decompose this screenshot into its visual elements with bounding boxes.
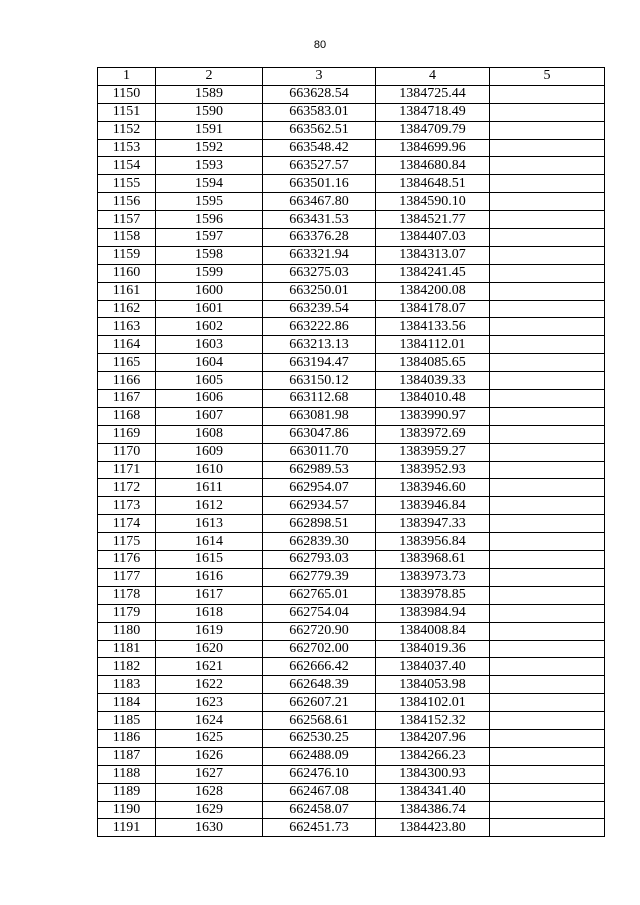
table-cell: 1597 xyxy=(156,229,263,247)
table-cell: 1605 xyxy=(156,372,263,390)
table-cell: 663194.47 xyxy=(263,354,376,372)
table-cell: 1384200.08 xyxy=(376,282,490,300)
table-cell: 1168 xyxy=(98,407,156,425)
table-cell: 1594 xyxy=(156,175,263,193)
table-row xyxy=(98,282,605,300)
table-cell: 662467.08 xyxy=(263,783,376,801)
table-cell: 1190 xyxy=(98,801,156,819)
table-row xyxy=(98,604,605,622)
table-row xyxy=(98,264,605,282)
table-cell: 1162 xyxy=(98,300,156,318)
table-cell: 1183 xyxy=(98,676,156,694)
table-cell: 1613 xyxy=(156,515,263,533)
table-cell: 1191 xyxy=(98,819,156,837)
table-row xyxy=(98,819,605,837)
column-header: 3 xyxy=(263,68,376,86)
table-cell xyxy=(490,246,605,264)
table-cell: 662451.73 xyxy=(263,819,376,837)
table-cell: 1189 xyxy=(98,783,156,801)
table-cell: 1384590.10 xyxy=(376,193,490,211)
table-cell: 1167 xyxy=(98,390,156,408)
table-row xyxy=(98,747,605,765)
table-row xyxy=(98,175,605,193)
table-cell: 1384725.44 xyxy=(376,85,490,103)
table-cell: 1620 xyxy=(156,640,263,658)
table-cell: 1384521.77 xyxy=(376,211,490,229)
table-row xyxy=(98,139,605,157)
table-cell: 662530.25 xyxy=(263,729,376,747)
table-cell: 1159 xyxy=(98,246,156,264)
table-cell xyxy=(490,551,605,569)
table-cell: 1598 xyxy=(156,246,263,264)
table-cell: 663275.03 xyxy=(263,264,376,282)
table-cell: 1384709.79 xyxy=(376,121,490,139)
table-row xyxy=(98,372,605,390)
table-cell xyxy=(490,604,605,622)
table-row xyxy=(98,694,605,712)
table-cell: 1160 xyxy=(98,264,156,282)
table-cell xyxy=(490,121,605,139)
table-cell xyxy=(490,264,605,282)
table-row xyxy=(98,229,605,247)
table-cell: 1593 xyxy=(156,157,263,175)
table-cell: 1384010.48 xyxy=(376,390,490,408)
table-cell: 1384178.07 xyxy=(376,300,490,318)
table-cell: 662793.03 xyxy=(263,551,376,569)
table-cell xyxy=(490,712,605,730)
table-row xyxy=(98,211,605,229)
table-row xyxy=(98,390,605,408)
table-row xyxy=(98,586,605,604)
table-cell: 663583.01 xyxy=(263,103,376,121)
table-row xyxy=(98,318,605,336)
table-cell xyxy=(490,747,605,765)
table-row xyxy=(98,676,605,694)
table-cell xyxy=(490,765,605,783)
table-cell: 662648.39 xyxy=(263,676,376,694)
table-cell: 1178 xyxy=(98,586,156,604)
coordinates-table xyxy=(97,67,605,837)
table-cell: 1591 xyxy=(156,121,263,139)
table-cell: 1383952.93 xyxy=(376,461,490,479)
table-cell: 1184 xyxy=(98,694,156,712)
table-cell: 1170 xyxy=(98,443,156,461)
table-row xyxy=(98,479,605,497)
table-cell: 1156 xyxy=(98,193,156,211)
table-cell: 662765.01 xyxy=(263,586,376,604)
table-cell: 1384008.84 xyxy=(376,622,490,640)
table-cell xyxy=(490,336,605,354)
table-cell: 662898.51 xyxy=(263,515,376,533)
table-cell: 663376.28 xyxy=(263,229,376,247)
table-cell: 663047.86 xyxy=(263,425,376,443)
table-cell: 1384241.45 xyxy=(376,264,490,282)
table-cell xyxy=(490,139,605,157)
table-cell: 1383946.60 xyxy=(376,479,490,497)
table-cell: 1185 xyxy=(98,712,156,730)
table-cell: 1172 xyxy=(98,479,156,497)
table-cell: 1150 xyxy=(98,85,156,103)
table-cell: 1158 xyxy=(98,229,156,247)
table-cell: 1165 xyxy=(98,354,156,372)
table-cell: 663321.94 xyxy=(263,246,376,264)
table-cell: 1181 xyxy=(98,640,156,658)
table-row xyxy=(98,533,605,551)
table-cell: 1616 xyxy=(156,568,263,586)
table-cell xyxy=(490,282,605,300)
table-cell: 1161 xyxy=(98,282,156,300)
table-row xyxy=(98,765,605,783)
table-cell: 662488.09 xyxy=(263,747,376,765)
table-cell: 1614 xyxy=(156,533,263,551)
table-cell: 663431.53 xyxy=(263,211,376,229)
table-row xyxy=(98,622,605,640)
table-cell: 1618 xyxy=(156,604,263,622)
table-cell: 1171 xyxy=(98,461,156,479)
table-cell: 663250.01 xyxy=(263,282,376,300)
table-row xyxy=(98,515,605,533)
table-cell xyxy=(490,586,605,604)
table-row xyxy=(98,354,605,372)
page-number: 80 xyxy=(313,39,327,51)
table-row xyxy=(98,801,605,819)
table-row xyxy=(98,85,605,103)
table-cell xyxy=(490,568,605,586)
table-cell: 1384112.01 xyxy=(376,336,490,354)
table-cell: 1619 xyxy=(156,622,263,640)
table-cell: 662839.30 xyxy=(263,533,376,551)
table-cell: 1186 xyxy=(98,729,156,747)
table-cell xyxy=(490,801,605,819)
table-cell xyxy=(490,193,605,211)
table-row xyxy=(98,658,605,676)
table-cell: 1180 xyxy=(98,622,156,640)
table-cell xyxy=(490,461,605,479)
table-cell: 1384085.65 xyxy=(376,354,490,372)
table-row xyxy=(98,336,605,354)
table-cell: 663213.13 xyxy=(263,336,376,354)
table-cell xyxy=(490,175,605,193)
table-cell: 1155 xyxy=(98,175,156,193)
table-cell xyxy=(490,354,605,372)
table-cell: 1615 xyxy=(156,551,263,569)
table-row xyxy=(98,783,605,801)
table-row xyxy=(98,568,605,586)
table-cell: 1383946.84 xyxy=(376,497,490,515)
table-cell: 663562.51 xyxy=(263,121,376,139)
table-cell: 1188 xyxy=(98,765,156,783)
table-cell: 1627 xyxy=(156,765,263,783)
table-cell: 663628.54 xyxy=(263,85,376,103)
table-cell: 662754.04 xyxy=(263,604,376,622)
table-cell: 1383973.73 xyxy=(376,568,490,586)
table-cell: 1187 xyxy=(98,747,156,765)
table-cell: 1384386.74 xyxy=(376,801,490,819)
table-cell: 1384266.23 xyxy=(376,747,490,765)
table-cell xyxy=(490,533,605,551)
table-row xyxy=(98,157,605,175)
table-cell: 1152 xyxy=(98,121,156,139)
table-cell: 1599 xyxy=(156,264,263,282)
table-cell: 1383978.85 xyxy=(376,586,490,604)
column-header: 1 xyxy=(98,68,156,86)
table-cell: 1384019.36 xyxy=(376,640,490,658)
table-row xyxy=(98,551,605,569)
table-cell: 1384718.49 xyxy=(376,103,490,121)
table-cell: 1628 xyxy=(156,783,263,801)
table-cell: 1384407.03 xyxy=(376,229,490,247)
table-cell xyxy=(490,729,605,747)
table-cell: 1601 xyxy=(156,300,263,318)
table-cell xyxy=(490,783,605,801)
table-cell: 1622 xyxy=(156,676,263,694)
table-cell xyxy=(490,372,605,390)
table-row xyxy=(98,407,605,425)
table-cell: 662954.07 xyxy=(263,479,376,497)
table-cell xyxy=(490,515,605,533)
table-row xyxy=(98,246,605,264)
table-cell xyxy=(490,425,605,443)
table-cell xyxy=(490,479,605,497)
table-cell xyxy=(490,443,605,461)
table-cell: 1384680.84 xyxy=(376,157,490,175)
table-cell: 1384207.96 xyxy=(376,729,490,747)
table-cell: 1383968.61 xyxy=(376,551,490,569)
table-cell: 1629 xyxy=(156,801,263,819)
table-cell: 662934.57 xyxy=(263,497,376,515)
table-row xyxy=(98,497,605,515)
table-cell: 1176 xyxy=(98,551,156,569)
table-cell: 1384102.01 xyxy=(376,694,490,712)
table-cell: 1383956.84 xyxy=(376,533,490,551)
table-cell: 663112.68 xyxy=(263,390,376,408)
table-cell: 1592 xyxy=(156,139,263,157)
table-cell: 1173 xyxy=(98,497,156,515)
table-cell: 1384133.56 xyxy=(376,318,490,336)
table-cell xyxy=(490,676,605,694)
table-cell: 1383959.27 xyxy=(376,443,490,461)
table-row xyxy=(98,193,605,211)
table-cell: 1611 xyxy=(156,479,263,497)
table-cell: 1384648.51 xyxy=(376,175,490,193)
table-cell: 1604 xyxy=(156,354,263,372)
table-cell: 1151 xyxy=(98,103,156,121)
table-cell: 663501.16 xyxy=(263,175,376,193)
table-cell: 1624 xyxy=(156,712,263,730)
table-row xyxy=(98,103,605,121)
table-row xyxy=(98,461,605,479)
table-cell: 662989.53 xyxy=(263,461,376,479)
table-cell: 662476.10 xyxy=(263,765,376,783)
table-cell xyxy=(490,85,605,103)
table-cell: 1621 xyxy=(156,658,263,676)
table-cell xyxy=(490,229,605,247)
table-cell: 1384152.32 xyxy=(376,712,490,730)
column-header: 5 xyxy=(490,68,605,86)
table-cell: 1602 xyxy=(156,318,263,336)
table-cell: 1630 xyxy=(156,819,263,837)
table-cell xyxy=(490,103,605,121)
table-cell: 663239.54 xyxy=(263,300,376,318)
table-cell: 1600 xyxy=(156,282,263,300)
table-cell: 1607 xyxy=(156,407,263,425)
table-cell: 1625 xyxy=(156,729,263,747)
table-cell: 662702.00 xyxy=(263,640,376,658)
table-cell: 1177 xyxy=(98,568,156,586)
table-cell xyxy=(490,300,605,318)
table-cell: 1169 xyxy=(98,425,156,443)
table-cell: 1384300.93 xyxy=(376,765,490,783)
table-cell: 1154 xyxy=(98,157,156,175)
table-cell: 662607.21 xyxy=(263,694,376,712)
table-cell xyxy=(490,622,605,640)
table-row xyxy=(98,425,605,443)
table-cell: 662458.07 xyxy=(263,801,376,819)
table-row xyxy=(98,121,605,139)
table-cell xyxy=(490,390,605,408)
table-cell: 1383984.94 xyxy=(376,604,490,622)
table-cell: 1596 xyxy=(156,211,263,229)
table-cell: 662666.42 xyxy=(263,658,376,676)
table-cell: 662779.39 xyxy=(263,568,376,586)
table-row xyxy=(98,300,605,318)
table-cell: 662568.61 xyxy=(263,712,376,730)
table-cell xyxy=(490,819,605,837)
table-cell: 1175 xyxy=(98,533,156,551)
table-cell: 1166 xyxy=(98,372,156,390)
table-cell: 663150.12 xyxy=(263,372,376,390)
table-cell xyxy=(490,658,605,676)
table-cell: 1174 xyxy=(98,515,156,533)
column-header: 4 xyxy=(376,68,490,86)
table-cell: 1384053.98 xyxy=(376,676,490,694)
table-cell: 1384423.80 xyxy=(376,819,490,837)
table-cell: 663081.98 xyxy=(263,407,376,425)
table-cell: 1384039.33 xyxy=(376,372,490,390)
table-cell: 663222.86 xyxy=(263,318,376,336)
table-cell: 1164 xyxy=(98,336,156,354)
column-header: 2 xyxy=(156,68,263,86)
table-cell: 663548.42 xyxy=(263,139,376,157)
table-cell: 1179 xyxy=(98,604,156,622)
table-cell: 1384341.40 xyxy=(376,783,490,801)
table-cell: 1590 xyxy=(156,103,263,121)
table-cell: 1617 xyxy=(156,586,263,604)
table-cell: 1383972.69 xyxy=(376,425,490,443)
table-row xyxy=(98,640,605,658)
table-cell: 663467.80 xyxy=(263,193,376,211)
table-cell: 1384313.07 xyxy=(376,246,490,264)
table-cell: 1157 xyxy=(98,211,156,229)
table-cell: 1623 xyxy=(156,694,263,712)
table-cell: 1606 xyxy=(156,390,263,408)
table-cell: 1603 xyxy=(156,336,263,354)
table-cell: 1608 xyxy=(156,425,263,443)
table-cell: 1153 xyxy=(98,139,156,157)
table-cell xyxy=(490,497,605,515)
table-cell: 663527.57 xyxy=(263,157,376,175)
table-cell xyxy=(490,640,605,658)
table-cell: 1609 xyxy=(156,443,263,461)
table-cell: 1383947.33 xyxy=(376,515,490,533)
table-cell: 662720.90 xyxy=(263,622,376,640)
table-cell: 1589 xyxy=(156,85,263,103)
table-cell xyxy=(490,318,605,336)
table-cell xyxy=(490,407,605,425)
table-cell: 1612 xyxy=(156,497,263,515)
table-cell xyxy=(490,157,605,175)
table-cell: 1383990.97 xyxy=(376,407,490,425)
table-body xyxy=(98,85,605,836)
table-cell: 1384699.96 xyxy=(376,139,490,157)
table-row xyxy=(98,729,605,747)
table-cell: 1595 xyxy=(156,193,263,211)
table-header-row xyxy=(98,68,605,86)
table-row xyxy=(98,443,605,461)
table-row xyxy=(98,712,605,730)
table-cell: 1384037.40 xyxy=(376,658,490,676)
table-cell: 1163 xyxy=(98,318,156,336)
table-cell: 1626 xyxy=(156,747,263,765)
table-cell xyxy=(490,211,605,229)
table-cell: 1182 xyxy=(98,658,156,676)
table-cell: 663011.70 xyxy=(263,443,376,461)
table-cell xyxy=(490,694,605,712)
table-cell: 1610 xyxy=(156,461,263,479)
